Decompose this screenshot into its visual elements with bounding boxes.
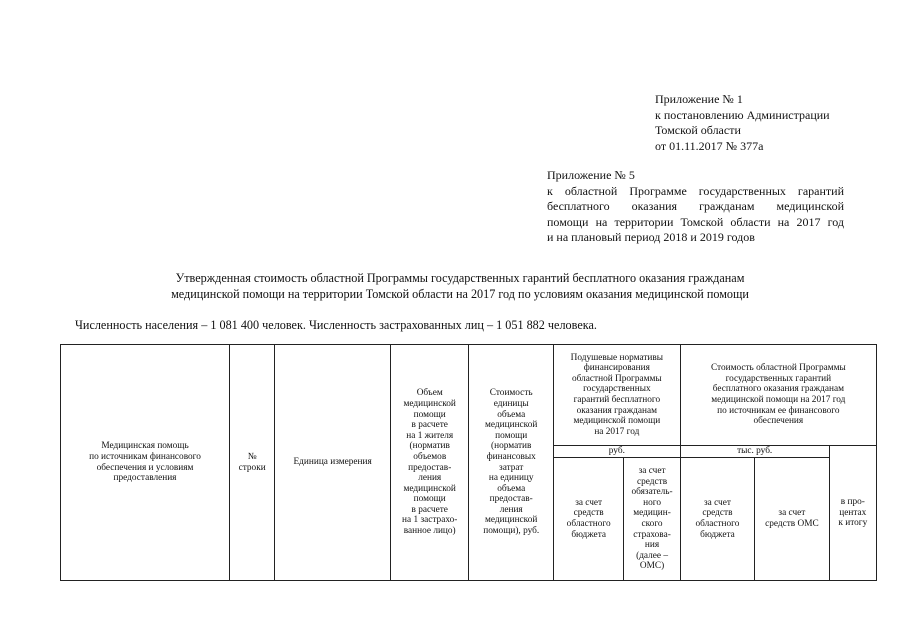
text-line: средств	[573, 508, 604, 519]
text-line: обеспечения и условиям	[96, 462, 194, 473]
text-line: оказания гражданам	[576, 405, 658, 416]
text-line: медицинской помощи	[573, 416, 661, 427]
text-line: областного	[695, 519, 740, 529]
header-unit-cost	[469, 345, 554, 581]
text-line: помощи	[413, 494, 446, 505]
text-line: медицинской	[485, 515, 538, 526]
text-line: ния	[644, 540, 660, 551]
text-line: в расчете	[411, 420, 448, 431]
text-line: Единица измерения	[293, 457, 372, 468]
header-per-capita-norms	[553, 345, 680, 446]
text-line: (норматив	[409, 441, 450, 452]
header-unit	[275, 345, 391, 581]
header-volume	[390, 345, 468, 581]
text-line: Объем	[416, 388, 443, 399]
text-line: государственных гарантий	[725, 373, 832, 384]
appendix-5-block	[547, 168, 844, 246]
document-title-line-2: медицинской помощи на территории Томской области на 2017 год по условиям оказания медицинской помощи	[171, 287, 749, 301]
text-line: за счет	[778, 508, 806, 519]
text-line: на 2017 год	[594, 426, 640, 437]
text-line: государственных	[583, 384, 651, 395]
text-line: Стоимость	[489, 388, 533, 399]
text-line: ского	[641, 519, 663, 529]
text-line: медицинской	[403, 398, 456, 409]
text-line: предостав-	[489, 494, 533, 505]
text-line: затрат	[499, 462, 524, 473]
text-line: медицинской	[485, 420, 538, 431]
text-line: на 1 жителя	[406, 430, 454, 441]
text-line: финансовых	[486, 451, 536, 462]
text-line: бесплатного оказания гражданам	[712, 384, 844, 395]
text-line: объема	[497, 483, 526, 494]
text-line: помощи на территории Томской области на 2017 год	[547, 214, 844, 229]
header-oms-2	[755, 458, 829, 581]
text-line: медицинской помощи на 2017 год	[711, 395, 846, 405]
header-regional-budget	[553, 458, 623, 581]
text-line: помощи	[495, 430, 528, 441]
text-line: в про-	[840, 497, 865, 508]
text-line: по источникам ее финансового	[717, 405, 840, 416]
text-line: предоставления	[113, 473, 177, 484]
text-line: финансирования	[583, 363, 650, 374]
text-line: от 01.11.2017 № 377а	[655, 138, 764, 153]
text-line: единицы	[493, 398, 529, 409]
text-line: (далее –	[636, 550, 668, 561]
text-line: помощи), руб.	[483, 526, 540, 537]
cost-table	[60, 344, 877, 581]
text-line: Томской области	[655, 123, 741, 137]
appendix-1-block	[655, 92, 830, 154]
header-unit-rub: руб.	[553, 446, 680, 458]
text-line: за счет	[638, 466, 666, 477]
text-line: строки	[238, 462, 266, 473]
text-line: бесплатного оказания гражданам медицинской	[547, 199, 844, 213]
text-line: на 1 застрахо-	[402, 515, 458, 526]
text-line: областного	[566, 519, 611, 529]
text-line: ОМС)	[639, 561, 665, 572]
text-line: к постановлению Администрации	[655, 107, 830, 122]
text-line: Медицинская помощь	[101, 441, 189, 452]
text-line: средств ОМС	[765, 519, 819, 529]
text-line: по источникам финансового	[89, 451, 201, 462]
text-line: объема	[497, 409, 526, 420]
population-line: Численность населения – 1 081 400 человек. Численность застрахованных лиц – 1 051 882 человека.	[75, 318, 597, 332]
text-line: страхова-	[633, 529, 671, 540]
text-line: к итогу	[838, 518, 868, 529]
text-line: медицин-	[633, 508, 671, 519]
text-line: к областной Программе государственных гарантий	[547, 183, 844, 198]
text-line: обязатель-	[631, 487, 673, 498]
text-line: в расчете	[411, 504, 448, 515]
text-line: (норматив	[491, 441, 532, 452]
text-line: на единицу	[488, 473, 534, 484]
text-line: за счет	[575, 497, 603, 508]
text-line: средств	[637, 476, 668, 487]
text-line: гарантий бесплатного	[573, 395, 661, 405]
text-line: №	[247, 451, 257, 462]
text-line: областной Программы	[572, 373, 662, 384]
text-line: бюджета	[571, 529, 606, 540]
text-line: бюджета	[700, 529, 735, 540]
text-line: обеспечения	[753, 416, 804, 427]
header-program-cost	[680, 345, 876, 446]
header-percent	[829, 446, 876, 581]
text-line: Стоимость областной Программы	[710, 363, 846, 374]
text-line: Подушевые нормативы	[570, 352, 664, 363]
header-oms	[624, 458, 680, 581]
header-medical-care	[61, 345, 230, 581]
text-line: предостав-	[408, 462, 452, 473]
text-line: медицинской	[403, 483, 456, 494]
text-line: Приложение № 1	[655, 92, 743, 106]
document-title	[100, 270, 820, 302]
text-line: за счет	[703, 497, 731, 508]
text-line: средств	[702, 508, 733, 519]
text-line: центах	[839, 507, 867, 518]
text-line: ного	[643, 497, 661, 508]
text-line: ванное лицо)	[403, 526, 456, 537]
header-row-number	[230, 345, 275, 581]
document-title-line-1: Утвержденная стоимость областной Программы государственных гарантий бесплатного оказания гражданам	[175, 271, 745, 285]
appendix-5-body	[547, 184, 844, 246]
text-line: ления	[418, 473, 442, 484]
header-unit-thousand-rub: тыс. руб.	[680, 446, 829, 458]
appendix-5-heading: Приложение № 5	[547, 168, 635, 182]
text-line: и на плановый период 2018 и 2019 годов	[547, 230, 755, 244]
header-regional-budget-2	[680, 458, 754, 581]
text-line: объемов	[413, 451, 447, 462]
text-line: помощи	[413, 409, 446, 420]
text-line: ления	[499, 504, 523, 515]
